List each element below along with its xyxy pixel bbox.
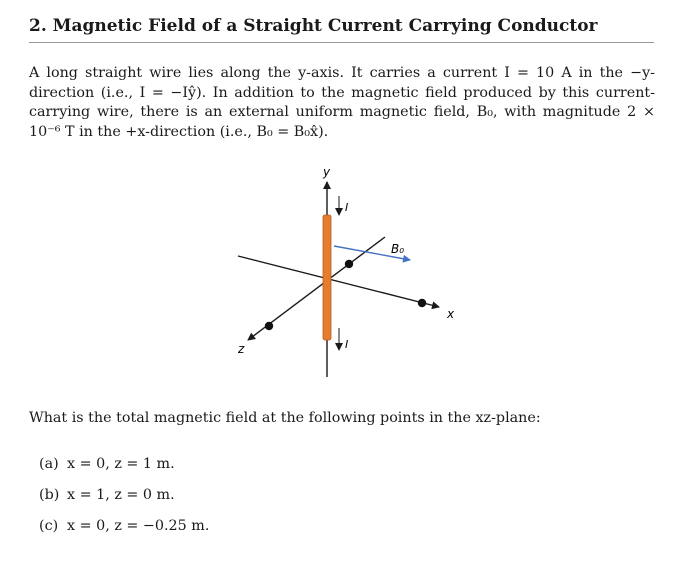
z-axis-point-near [265, 322, 273, 330]
part-label: (a) [39, 456, 59, 472]
question-parts [39, 454, 209, 547]
x-axis-label: x [447, 307, 455, 321]
problem-heading: 2. Magnetic Field of a Straight Current Carrying Conductor [29, 16, 654, 43]
part-text: x = 0, z = −0.25 m. [67, 518, 210, 534]
z-axis-point-far [345, 260, 353, 268]
field-label: B₀ [391, 242, 405, 256]
wire-axes-figure [228, 160, 478, 388]
part-b [39, 485, 209, 516]
part-c [39, 516, 209, 547]
current-label-top: I [345, 201, 349, 214]
current-wire [323, 215, 331, 340]
x-axis-point [418, 299, 426, 307]
x-axis [238, 256, 439, 307]
part-text: x = 1, z = 0 m. [67, 487, 175, 503]
part-a [39, 454, 209, 485]
current-label-bottom: I [345, 338, 349, 351]
problem-statement: A long straight wire lies along the y-axis. It carries a current I = 10 A in the −y-direction (i.e., I = −Iŷ). In addition to the magnetic field produced by this current-carrying wire, there is an external uniform magnetic field, B₀, with magnitude 2 × 10⁻⁶ T in the +x-direction (i.e., B₀ = B₀x̂). [29, 65, 655, 140]
question-text: What is the total magnetic field at the following points in the xz-plane: [29, 410, 541, 426]
part-label: (c) [39, 518, 59, 534]
y-axis-label: y [323, 165, 331, 179]
z-axis-label: z [238, 342, 245, 356]
part-text: x = 0, z = 1 m. [67, 456, 175, 472]
part-label: (b) [39, 487, 60, 503]
